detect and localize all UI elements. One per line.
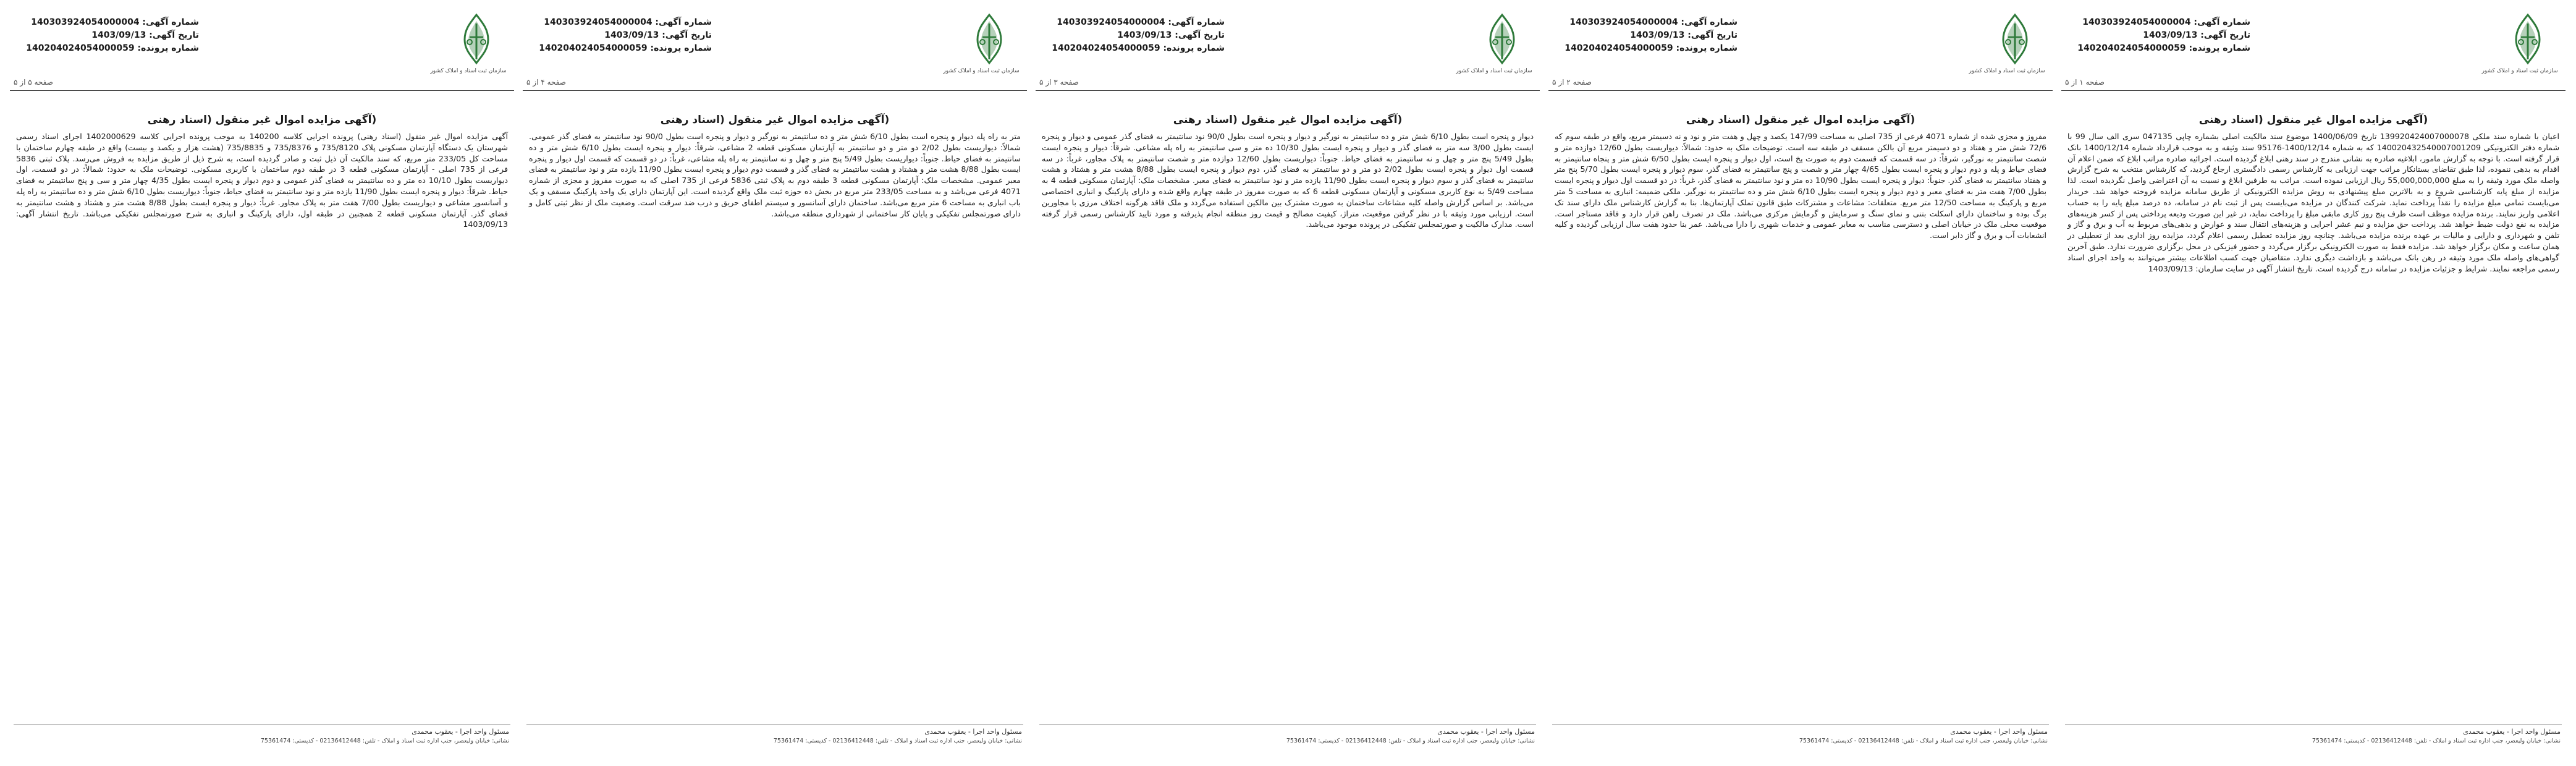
header-divider	[1548, 90, 2053, 91]
document-page	[1036, 9, 1540, 757]
page-header	[2061, 9, 2565, 95]
notice-meta	[1552, 16, 1738, 55]
notice-date: تاریخ آگهی: 1403/09/13	[1630, 30, 1738, 40]
page-footer	[1036, 725, 1540, 744]
signer: مسئول واحد اجرا - یعقوب محمدی	[1950, 728, 2048, 736]
notice-body: دیوار و پنجره است بطول 6/10 شش متر و ده سانتیمتر به نورگیر و دیوار و پنجره است بطول 90/0 نود سانتیمتر به فضای گذر عمومی و دیوار و پنجره ایست بطول 3/00 سه متر به فضای گذر و دیوار و پنجره ایست بطول 10/30 ده متر و سی سانتیمتر به راه پله مشاعی. شرقاً: دیوار و پنجره ایست بطول 5/49 پنج متر و چهل و نه سانتیمتر به فضای حیاط. جنوباً: دیواریست بطول 12/60 دوازده متر و شصت سانتیمتر به پلاک مجاور، غرباً: در سه قسمت اول دیوار و پنجره ایست بطول 2/02 دو متر و دو سانتیمتر به فضای گذر، دوم دیوار و پنجره ایست بطول 8/88 هشت متر و هشتاد و هشت سانتیمتر به فضای گذر و سوم دیوار و پنجره ایست بطول 11/90 یازده متر و نود سانتیمتر به فضای معبر. مشخصات ملک: آپارتمان مسکونی قطعه 4 به مساحت 5/49 به نوع کاربری مسکونی و آپارتمان مسکونی قطعه 6 که به صورت مفروز در طبقه چهارم واقع شده و دارای پارکینگ و انباری اختصاصی می‌باشد. بر اساس گزارش واصله کلیه مشاعات ساختمان به صورت مشترک بین مالکین استفاده می‌گردد و ملک فاقد هرگونه اختلاف مرزی با مجاورین است. ارزیابی مورد وثیقه با در نظر گرفتن موقعیت، متراژ، کیفیت مصالح و قیمت روز منطقه انجام پذیرفته و مورد تایید کارشناس رسمی قرار گرفته است. مدارک مالکیت و صورتمجلس تفکیکی در پرونده موجود می‌باشد.	[1042, 132, 1534, 229]
office-address: نشانی: خیابان ولیعصر، جنب اداره ثبت اسناد و املاک - تلفن: 02136412448 - کدپستی: 75361474	[1799, 738, 2048, 744]
header-divider	[10, 90, 514, 91]
office-address: نشانی: خیابان ولیعصر، جنب اداره ثبت اسناد و املاک - تلفن: 02136412448 - کدپستی: 75361474	[2312, 738, 2561, 744]
emblem-icon	[2507, 12, 2548, 68]
office-address: نشانی: خیابان ولیعصر، جنب اداره ثبت اسناد و املاک - تلفن: 02136412448 - کدپستی: 75361474	[1286, 738, 1535, 744]
file-number: شماره پرونده: 140204024054000059	[539, 43, 712, 53]
organization-name: سازمان ثبت اسناد و املاک کشور	[943, 68, 1020, 74]
notice-title: (آگهی مزایده اموال غیر منقول (اسناد رهنی	[660, 114, 890, 126]
page-header	[1548, 9, 2053, 95]
emblem-icon	[456, 12, 497, 68]
header-divider	[523, 90, 1027, 91]
office-address: نشانی: خیابان ولیعصر، جنب اداره ثبت اسناد و املاک - تلفن: 02136412448 - کدپستی: 75361474	[773, 738, 1022, 744]
emblem-icon	[1482, 12, 1522, 68]
page-header	[1036, 9, 1540, 95]
page-header	[523, 9, 1027, 95]
signer: مسئول واحد اجرا - یعقوب محمدی	[924, 728, 1022, 736]
page-footer	[10, 725, 514, 744]
notice-date: تاریخ آگهی: 1403/09/13	[2143, 30, 2250, 40]
document-page	[523, 9, 1027, 757]
signer: مسئول واحد اجرا - یعقوب محمدی	[412, 728, 509, 736]
notice-date: تاریخ آگهی: 1403/09/13	[91, 30, 199, 40]
notice-meta	[526, 16, 712, 55]
organization-name: سازمان ثبت اسناد و املاک کشور	[1456, 68, 1532, 74]
page-number: صفحه ۲ از ۵	[1552, 78, 1592, 87]
notice-meta	[2065, 16, 2250, 55]
file-number: شماره پرونده: 140204024054000059	[1052, 43, 1225, 53]
notice-date: تاریخ آگهی: 1403/09/13	[1117, 30, 1225, 40]
organization-name: سازمان ثبت اسناد و املاک کشور	[2481, 68, 2558, 74]
notice-body: آگهی مزایده اموال غیر منقول (اسناد رهنی) پرونده اجرایی کلاسه 140200 به موجب پرونده اجرایی کلاسه 1402000629 اجرای اسناد رسمی شهرستان یک دستگاه آپارتمان مسکونی پلاک 735/8120 و 735/8376 و 735/8835 (هشت هزار و یکصد و بیست) واقع در طبقه چهارم ساختمان با مساحت کل 233/05 متر مربع، که سند مالکیت آن ذیل ثبت و صادر گردیده است، به شرح ذیل از طریق مزایده به فروش می‌رسد. پلاک ثبتی 5836 فرعی از 735 اصلی - آپارتمان مسکونی قطعه 3 در طبقه دوم ساختمان با کاربری مسکونی. توضیحات ملک به حدود: شمالاً: در دو قسمت، اول دیواریست بطول 10/10 ده متر و ده سانتیمتر به فضای گذر عمومی و دوم دیوار و پنجره ایست بطول 4/35 چهار متر و سی و پنج سانتیمتر به فضای حیاط. شرقاً: دیوار و پنجره ایست بطول 11/90 یازده متر و نود سانتیمتر به فضای حیاط، جنوباً: دیواریست بطول 6/10 شش متر و ده سانتیمتر به راه پله و آسانسور مشاعی و دیواریست بطول 7/00 هفت متر به پلاک مجاور. غرباً: دیوار و پنجره ایست بطول 8/88 هشت متر و هشتاد و هشت سانتیمتر به فضای گذر. آپارتمان مسکونی قطعه 2 همچنین در طبقه اول، دارای پارکینگ و انباری به شرح صورتمجلس تفکیکی می‌باشد. تاریخ انتشار آگهی: 1403/09/13	[16, 132, 509, 229]
page-number: صفحه ۳ از ۵	[1039, 78, 1079, 87]
notice-title: (آگهی مزایده اموال غیر منقول (اسناد رهنی	[147, 114, 377, 126]
notice-number: شماره آگهی: 140303924054000004	[544, 17, 712, 27]
document-page	[10, 9, 514, 757]
page-number: صفحه ۵ از ۵	[14, 78, 53, 87]
notice-number: شماره آگهی: 140303924054000004	[1057, 17, 1225, 27]
file-number: شماره پرونده: 140204024054000059	[1565, 43, 1738, 53]
document-page	[1548, 9, 2053, 757]
notice-title: (آگهی مزایده اموال غیر منقول (اسناد رهنی	[2198, 114, 2428, 126]
signer: مسئول واحد اجرا - یعقوب محمدی	[2463, 728, 2561, 736]
notice-date: تاریخ آگهی: 1403/09/13	[604, 30, 712, 40]
signer: مسئول واحد اجرا - یعقوب محمدی	[1437, 728, 1535, 736]
page-number: صفحه ۴ از ۵	[526, 78, 566, 87]
notice-title: (آگهی مزایده اموال غیر منقول (اسناد رهنی	[1686, 114, 1915, 126]
page-footer	[2061, 725, 2565, 744]
notice-title: (آگهی مزایده اموال غیر منقول (اسناد رهنی	[1173, 114, 1403, 126]
emblem-icon	[969, 12, 1010, 68]
page-footer	[1548, 725, 2053, 744]
notice-number: شماره آگهی: 140303924054000004	[31, 17, 199, 27]
header-divider	[1036, 90, 1540, 91]
notice-body: مفروز و مجزی شده از شماره 4071 فرعی از 735 اصلی به مساحت 147/99 یکصد و چهل و هفت متر و نود و نه دسیمتر مربع، واقع در طبقه سوم که 72/6 شش متر و هفتاد و دو دسیمتر مربع آن بالکن مسقف در طبقه سه است. توضیحات ملک به حدود: شمالاً: دیواریست بطول 12/60 دوازده متر و شصت سانتیمتر به نورگیر، شرقاً: در سه قسمت که قسمت دوم به صورت پخ است، اول دیوار و پنجره ایست بطول 6/50 شش متر و پنجاه سانتیمتر به فضای حیاط و پله و دوم دیوار و پنجره ایست بطول 4/65 چهار متر و شصت و پنج سانتیمتر به فضای گذر، سوم دیوار و پنجره ایست بطول 5/70 پنج متر و هفتاد سانتیمتر به فضای گذر. جنوباً: دیوار و پنجره ایست بطول 10/90 ده متر و نود سانتیمتر به فضای گذر، غرباً: در دو قسمت اول دیوار و پنجره ایست بطول 7/00 هفت متر به فضای معبر و دوم دیوار و پنجره ایست بطول 6/10 شش متر و ده سانتیمتر به نورگیر. ملکی ضمیمه: انباری به مساحت 5 متر مربع و پارکینگ به مساحت 12/50 متر مربع. متعلقات: مشاعات و مشترکات طبق قانون تملک آپارتمان‌ها. بنا به گزارش کارشناس ملک دارای سند تک برگ بوده و ساختمان دارای اسکلت بتنی و نمای سنگ و سرمایش و گرمایش مرکزی می‌باشد. ملک در تصرف راهن قرار دارد و فاقد مستاجر است. موقعیت محلی ملک در خیابان اصلی و دسترسی مناسب به معابر عمومی و خدمات شهری را دارا می‌باشد. عمر بنا حدود هفت سال ارزیابی گردیده و کلیه انشعابات آب و برق و گاز دایر است.	[1555, 132, 2047, 240]
page-footer	[523, 725, 1027, 744]
notice-number: شماره آگهی: 140303924054000004	[1569, 17, 1738, 27]
notice-number: شماره آگهی: 140303924054000004	[2082, 17, 2250, 27]
office-address: نشانی: خیابان ولیعصر، جنب اداره ثبت اسناد و املاک - تلفن: 02136412448 - کدپستی: 75361474	[260, 738, 509, 744]
file-number: شماره پرونده: 140204024054000059	[2077, 43, 2250, 53]
organization-name: سازمان ثبت اسناد و املاک کشور	[1969, 68, 2045, 74]
notice-body: متر به راه پله دیوار و پنجره است بطول 6/10 شش متر و ده سانتیمتر به نورگیر و دیوار و پنجره است بطول 90/0 نود سانتیمتر به فضای گذر عمومی. شمالاً: دیواریست بطول 2/02 دو متر و دو سانتیمتر به آپارتمان مسکونی قطعه 2 مشاعی، شرقاً: دیوار و پنجره ایست بطول 6/10 شش متر و ده سانتیمتر به فضای حیاط. جنوباً: دیواریست بطول 5/49 پنج متر و چهل و نه سانتیمتر به راه پله مشاعی، غرباً: در دو قسمت که قسمت اول دیوار و پنجره ایست بطول 8/88 هشت متر و هشتاد و هشت سانتیمتر به فضای گذر و قسمت دوم دیوار و پنجره ایست بطول 11/90 یازده متر و نود سانتیمتر به فضای معبر عمومی. مشخصات ملک: آپارتمان مسکونی قطعه 3 طبقه دوم به پلاک ثبتی 5836 فرعی از 735 اصلی که به صورت مفروز و مجزی از شماره 4071 فرعی می‌باشد و به مساحت 233/05 متر مربع در بخش ده حوزه ثبت ملک واقع گردیده است. این آپارتمان دارای یک واحد پارکینگ مسقف و یک باب انباری به مساحت 6 متر مربع می‌باشد. ساختمان دارای آسانسور و سیستم اطفای حریق و درب ضد سرقت است. وضعیت ملک از نظر ثبتی کامل و دارای صورتمجلس تفکیکی و پایان کار ساختمانی از شهرداری منطقه می‌باشد.	[529, 132, 1021, 218]
document-page	[2061, 9, 2565, 757]
organization-name: سازمان ثبت اسناد و املاک کشور	[430, 68, 507, 74]
emblem-icon	[1995, 12, 2035, 68]
notice-meta	[1039, 16, 1225, 55]
notice-meta	[14, 16, 199, 55]
page-header	[10, 9, 514, 95]
notice-body: اعیان با شماره سند ملکی 139920424007000078 تاریخ 1400/06/09 موضوع سند مالکیت اصلی بشماره چاپی 047135 سری الف سال 99 با شماره دفتر الکترونیکی 140020432540007001209 که به شماره 1400/12/14-95176 سند وثیقه و به موجب قرارداد شماره 1400/12/14 بانک قرار گرفته است. با توجه به گزارش مامور، ابلاغیه صادره به نشانی مندرج در سند رهنی ابلاغ گردیده است. اجرائیه صادره مراتب ابلاغ که ضمن اعلام آن اقدام به بدهی ننموده، لذا طبق تقاضای بستانکار مراتب جهت ارزیابی به کارشناس رسمی دادگستری ارجاع گردید، که کارشناس منتخب به شرح گزارش واصله ملک مورد وثیقه را به مبلغ 55,000,000,000 ریال ارزیابی نموده است. مراتب به طرفین ابلاغ و نسبت به آن اعتراضی واصل نگردیده است. لذا مزایده از مبلغ پایه کارشناسی شروع و به بالاترین مبلغ پیشنهادی به روش مزایده الکترونیکی از طریق سامانه مزایده فروخته خواهد شد. خریدار می‌بایست تمامی مبلغ مزایده را نقداً پرداخت نماید. شرکت کنندگان در مزایده می‌بایست پس از ثبت نام در سامانه، ده درصد مبلغ پایه را به حساب اعلامی واریز نمایند. برنده مزایده موظف است ظرف پنج روز کاری مابقی مبلغ را پرداخت نماید، در غیر این صورت ودیعه پرداختی پس از کسر هزینه‌های مزایده به نفع دولت ضبط خواهد شد. پرداخت حق مزایده و نیم عشر اجرایی و هزینه‌های انتقال سند و عوارض و بدهی‌های مربوط به آب و برق و گاز و تلفن و شهرداری و دارایی و مالیات بر عهده برنده مزایده می‌باشد. چنانچه روز مزایده تعطیل رسمی اعلام گردد، مزایده روز اداری بعد از تعطیلی در همان ساعت و مکان برگزار خواهد شد. مزایده فقط به صورت الکترونیکی برگزار می‌گردد و حضور فیزیکی در محل برگزاری ضرورت ندارد. طبق آخرین گواهی‌های واصله ملک مورد وثیقه در رهن بانک می‌باشد و بازداشت دیگری ندارد. متقاضیان جهت کسب اطلاعات بیشتر می‌توانند به واحد اجرای اسناد رسمی مراجعه نمایند. شرایط و جزئیات مزایده در سامانه درج گردیده است. تاریخ انتشار آگهی در سایت سازمان: 1403/09/13	[2067, 132, 2559, 273]
header-divider	[2061, 90, 2565, 91]
page-number: صفحه ۱ از ۵	[2065, 78, 2105, 87]
file-number: شماره پرونده: 140204024054000059	[26, 43, 199, 53]
